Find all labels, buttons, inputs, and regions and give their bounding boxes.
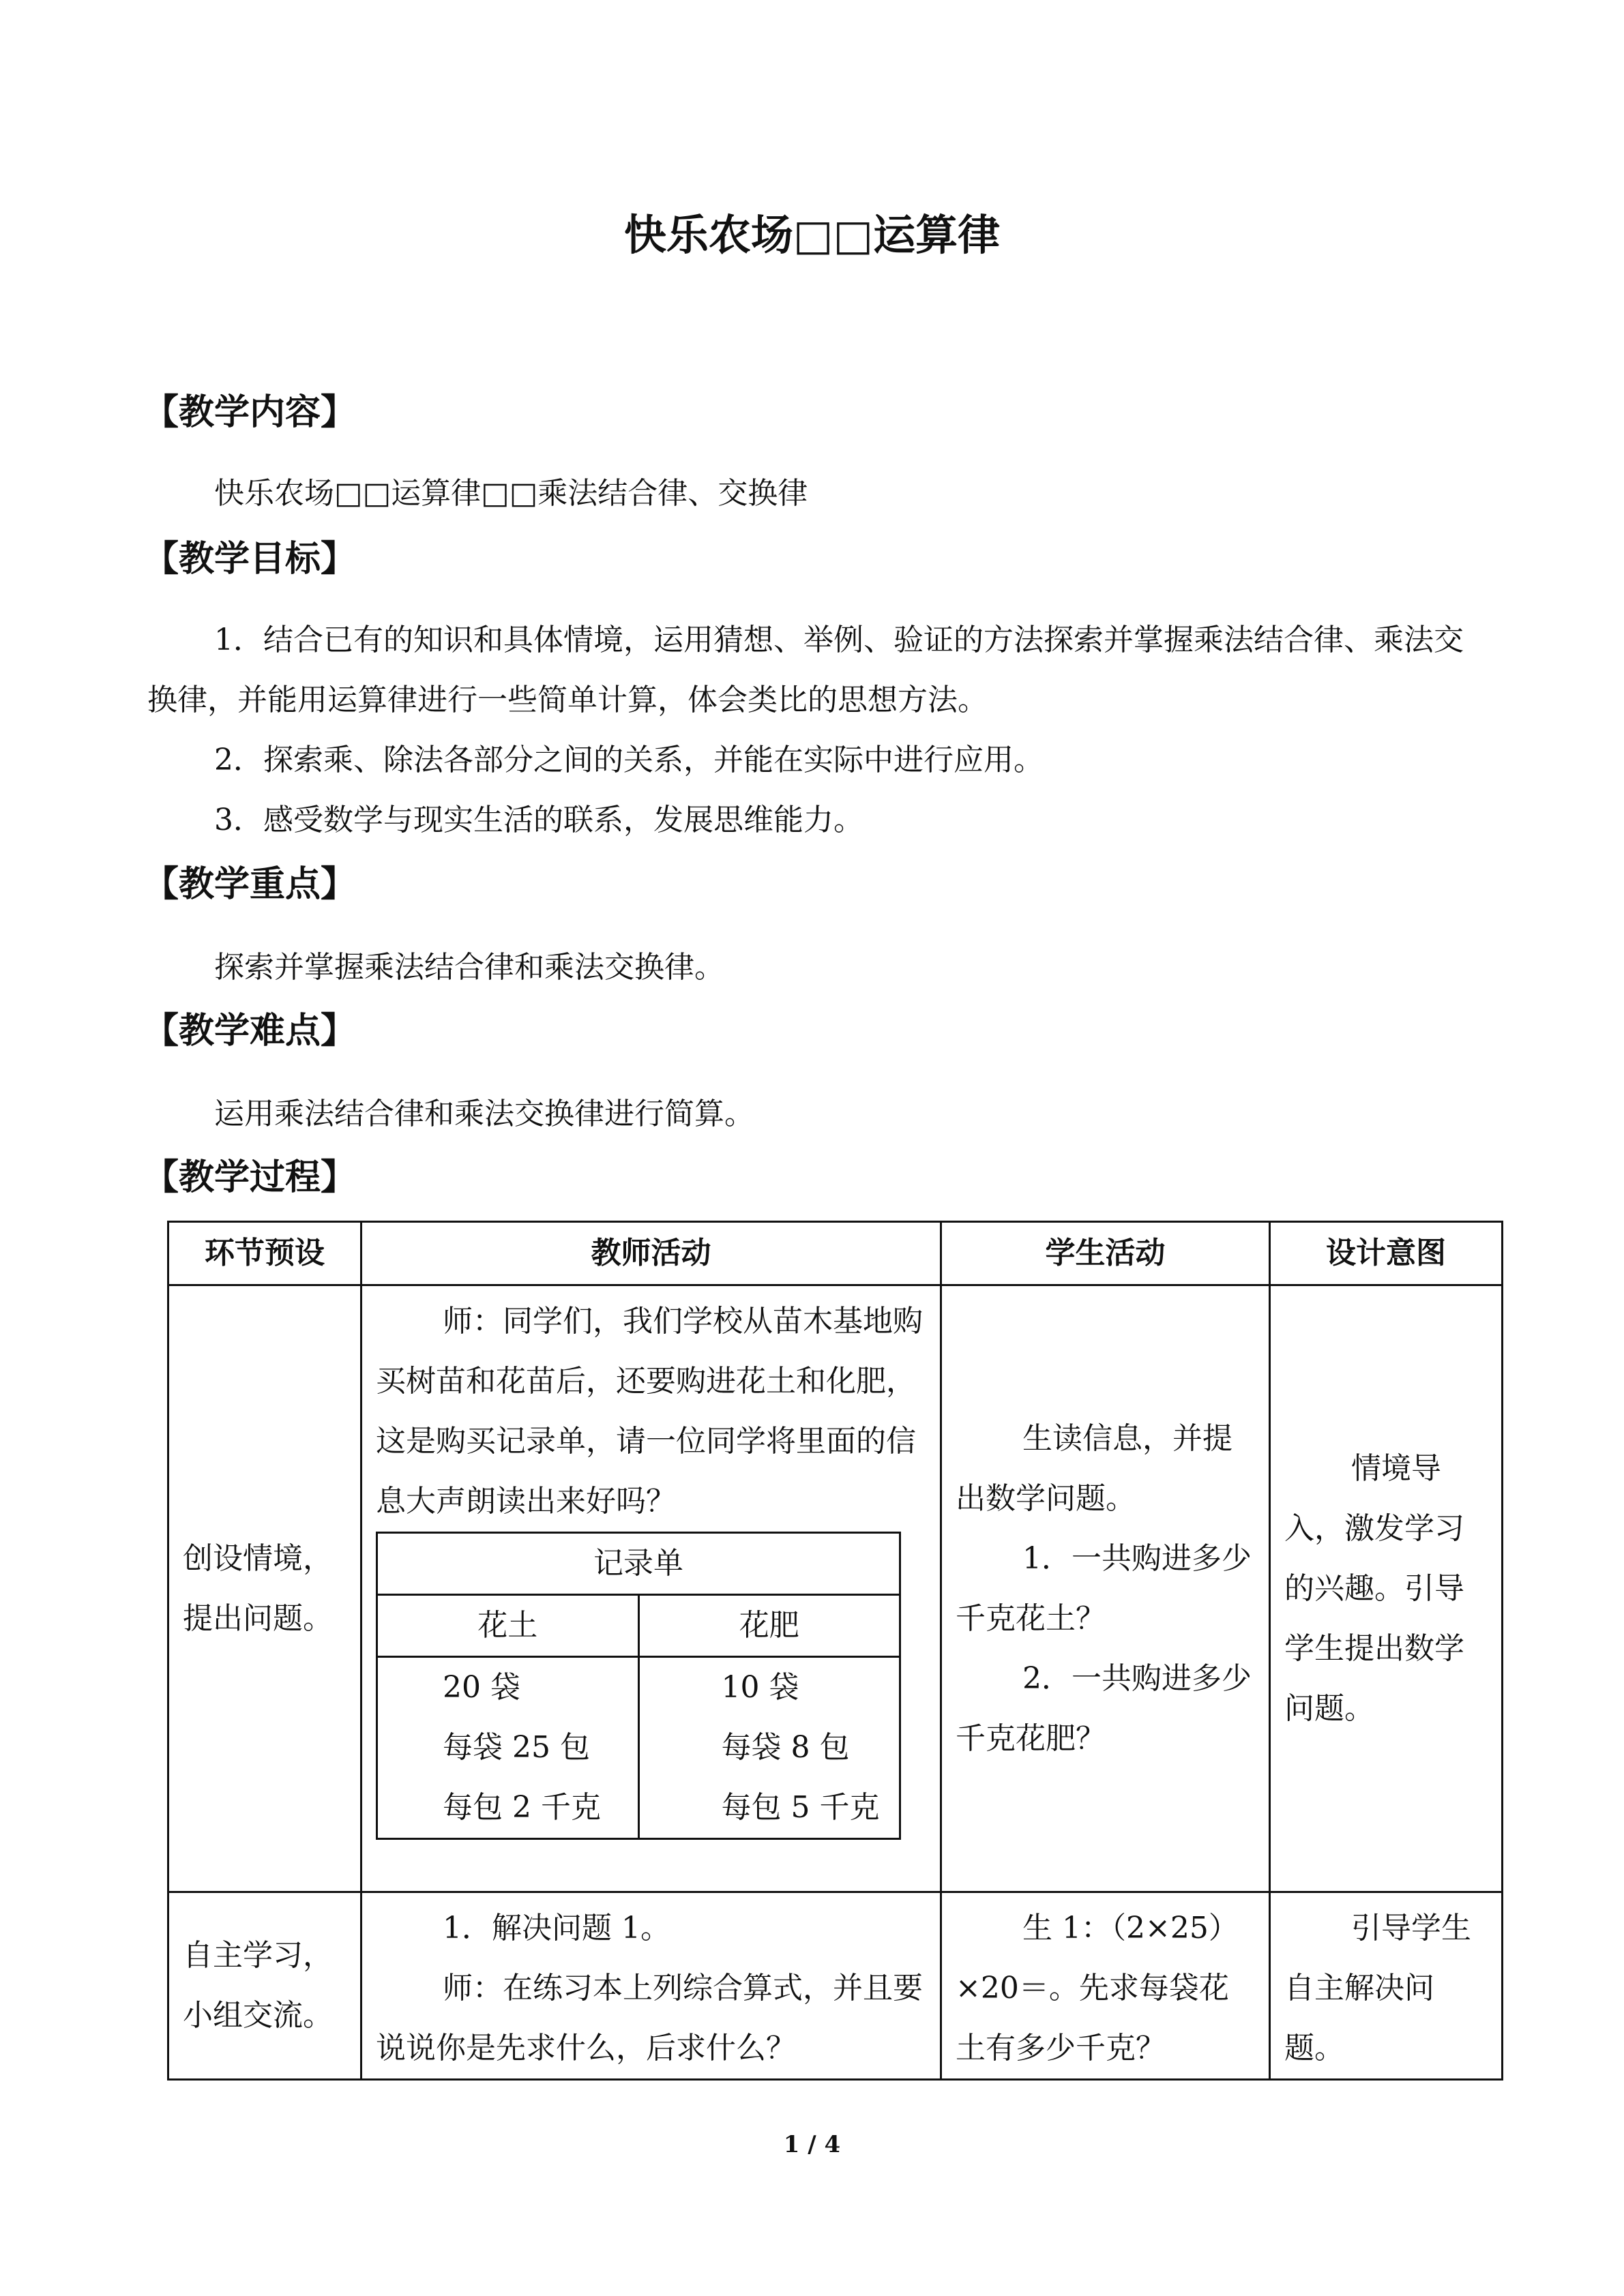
record-table xyxy=(376,1532,901,1840)
page-number: 1 / 4 xyxy=(783,2131,841,2158)
header-teacher: 教师活动 xyxy=(361,1222,941,1285)
goal-item: 1．结合已有的知识和具体情境，运用猜想、举例、验证的方法探索并掌握乘法结合律、乘法交换律，并能用运算律进行一些简单计算，体会类比的思想方法。 xyxy=(147,623,1464,717)
stage-cell: 自主学习，小组交流。 xyxy=(168,1892,361,2080)
heading-content: 【教学内容】 xyxy=(143,392,357,433)
record-col1-header: 花土 xyxy=(377,1595,639,1657)
table-row xyxy=(168,1892,1503,2080)
intent-cell: 情境导入，激发学习的兴趣。引导学生提出数学问题。 xyxy=(1270,1285,1503,1892)
table-header-row xyxy=(168,1222,1503,1285)
header-student: 学生活动 xyxy=(941,1222,1270,1285)
heading-key-points: 【教学重点】 xyxy=(143,864,357,905)
record-col2-items: 10 袋 每袋 8 包 每包 5 千克 xyxy=(638,1657,900,1839)
stage-cell: 创设情境，提出问题。 xyxy=(168,1285,361,1892)
heading-goals: 【教学目标】 xyxy=(143,539,357,580)
student-cell: 生读信息，并提出数学问题。 1．一共购进多少千克花土？ 2．一共购进多少千克花肥？ xyxy=(941,1285,1270,1892)
header-stage: 环节预设 xyxy=(168,1222,361,1285)
record-col1-items: 20 袋 每袋 25 包 每包 2 千克 xyxy=(377,1657,639,1839)
record-title: 记录单 xyxy=(377,1533,900,1595)
heading-difficulties: 【教学难点】 xyxy=(143,1011,357,1052)
teacher-cell xyxy=(361,1285,941,1892)
goal-item: 3．感受数学与现实生活的联系，发展思维能力。 xyxy=(214,803,863,837)
table-row xyxy=(168,1285,1503,1892)
teacher-text: 师：同学们，我们学校从苗木基地购买树苗和花苗后，还要购进花土和化肥，这是购买记录单，请一位同学将里面的信息大声朗读出来好吗？ xyxy=(376,1304,923,1519)
difficulties-text: 运用乘法结合律和乘法交换律进行简算。 xyxy=(214,1097,754,1131)
process-table xyxy=(167,1221,1503,2081)
heading-process: 【教学过程】 xyxy=(143,1157,357,1198)
page-title: 快乐农场□□运算律 xyxy=(623,210,1001,260)
record-col2-header: 花肥 xyxy=(638,1595,900,1657)
goal-item: 2．探索乘、除法各部分之间的关系，并能在实际中进行应用。 xyxy=(214,743,1044,777)
teacher-cell: 1．解决问题 1。 师：在练习本上列综合算式，并且要说说你是先求什么，后求什么？ xyxy=(361,1892,941,2080)
content-text: 快乐农场□□运算律□□乘法结合律、交换律 xyxy=(214,476,808,511)
goals-list xyxy=(147,610,1477,850)
student-cell: 生 1：（2×25）×20＝。先求每袋花土有多少千克？ xyxy=(941,1892,1270,2080)
intent-cell: 引导学生自主解决问题。 xyxy=(1270,1892,1503,2080)
key-points-text: 探索并掌握乘法结合律和乘法交换律。 xyxy=(214,950,724,985)
header-intent: 设计意图 xyxy=(1270,1222,1503,1285)
